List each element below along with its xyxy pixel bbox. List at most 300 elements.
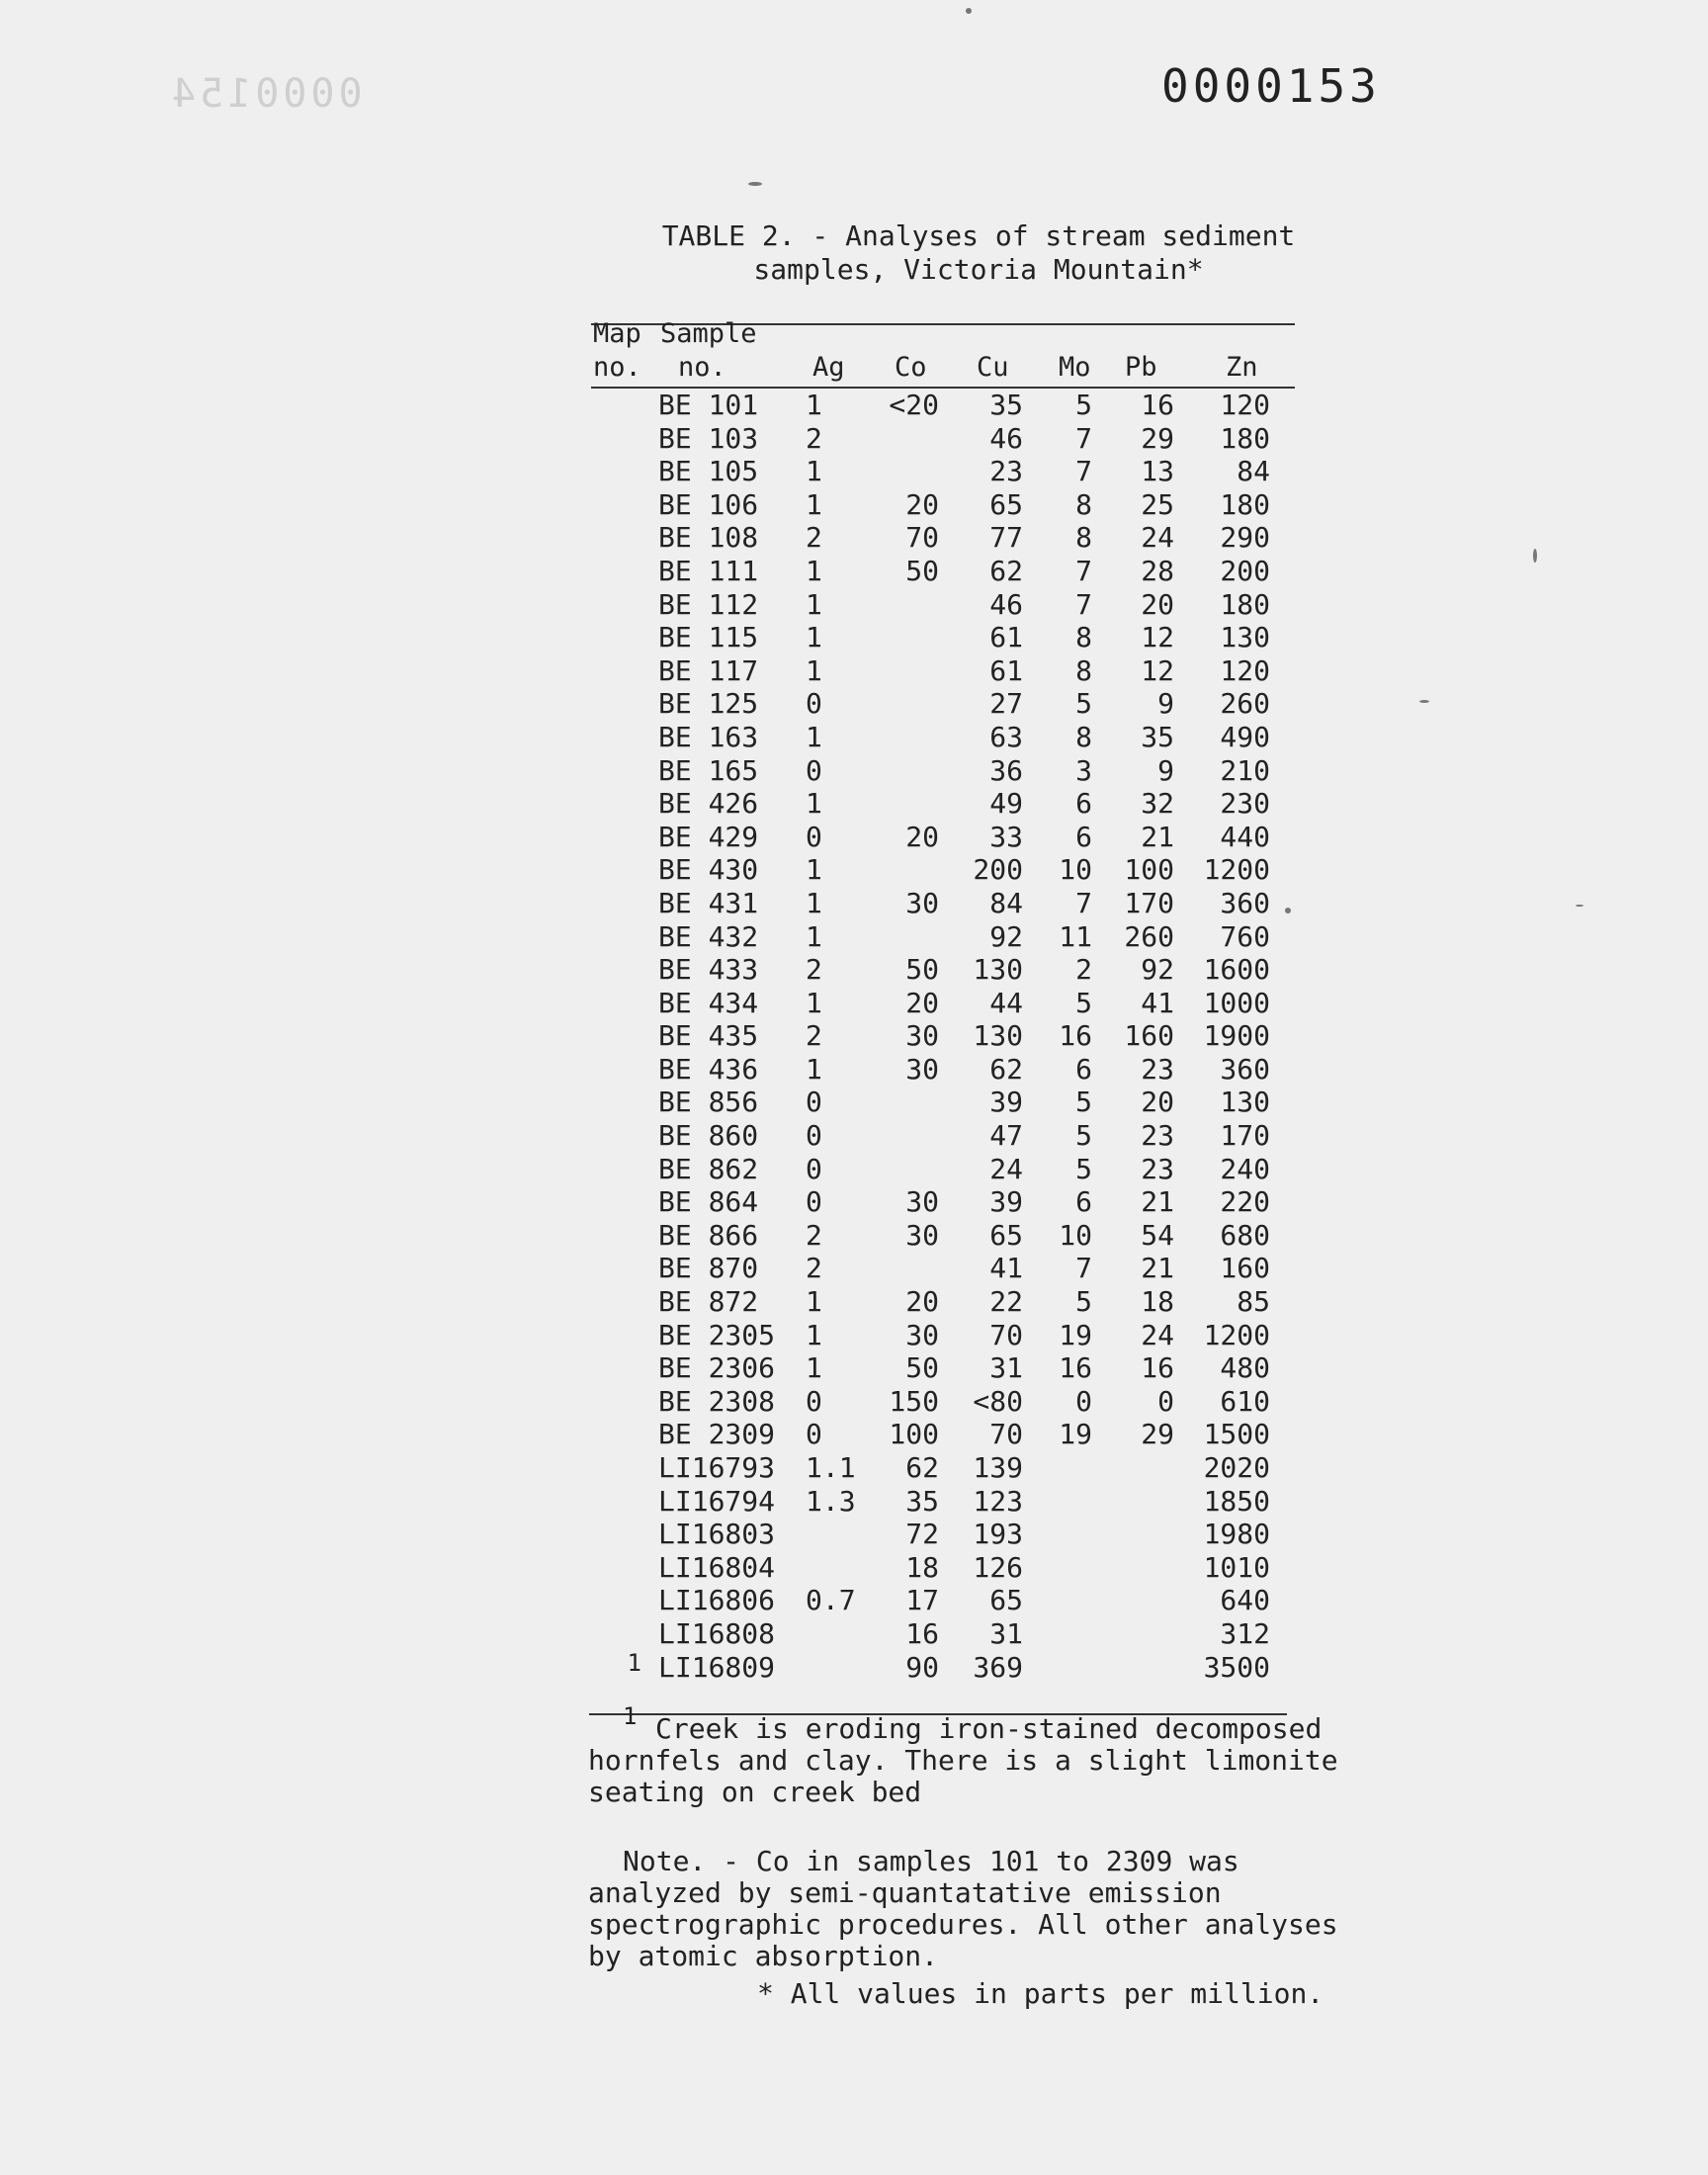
cell-cu: 24 — [989, 1152, 1023, 1185]
table-row — [0, 1617, 1708, 1651]
cell-mo: 5 — [1075, 389, 1092, 421]
cell-sample: BE 117 — [658, 653, 759, 687]
cell-cu: 31 — [989, 1351, 1023, 1385]
cell-cu: 36 — [989, 753, 1023, 787]
units-note: * All values in parts per million. — [757, 1977, 1324, 2010]
cell-zn: 2020 — [1203, 1451, 1270, 1484]
cell-ag: 0 — [806, 1119, 822, 1153]
cell-pb: 23 — [1141, 1052, 1174, 1086]
table-row — [0, 1119, 1708, 1153]
cell-zn: 1900 — [1203, 1019, 1270, 1053]
cell-pb: 23 — [1141, 1119, 1174, 1153]
table-row — [0, 621, 1708, 654]
cell-co: 30 — [905, 1052, 939, 1086]
cell-pb: 21 — [1141, 1185, 1174, 1219]
cell-co: 72 — [905, 1518, 939, 1551]
cell-mo: 7 — [1075, 455, 1092, 488]
cell-sample: BE 862 — [658, 1152, 759, 1185]
cell-co: 30 — [905, 886, 939, 919]
cell-sample: BE 872 — [658, 1285, 759, 1319]
cell-sample: BE 866 — [658, 1218, 759, 1252]
cell-co: 18 — [905, 1550, 939, 1584]
cell-co: 100 — [889, 1418, 939, 1451]
cell-ag: 0 — [806, 1384, 822, 1418]
table-row — [0, 953, 1708, 987]
cell-cu: 193 — [973, 1518, 1023, 1551]
table-row — [0, 1086, 1708, 1119]
cell-zn: 640 — [1220, 1584, 1270, 1617]
cell-cu: 39 — [989, 1185, 1023, 1219]
cell-sample: BE 426 — [658, 787, 759, 821]
cell-zn: 210 — [1220, 753, 1270, 787]
table-row — [0, 1385, 1708, 1419]
cell-pb: 35 — [1141, 720, 1174, 753]
cell-cu: 41 — [989, 1252, 1023, 1285]
table-row — [0, 821, 1708, 854]
cell-mo: 8 — [1075, 720, 1092, 753]
cell-cu: 62 — [989, 1052, 1023, 1086]
cell-co: 17 — [905, 1584, 939, 1617]
cell-ag: 1 — [806, 720, 822, 753]
cell-zn: 240 — [1220, 1152, 1270, 1185]
table-row — [0, 1451, 1708, 1485]
cell-zn: 3500 — [1203, 1650, 1270, 1684]
scan-speck — [966, 8, 972, 14]
cell-sample: BE 429 — [658, 820, 759, 853]
cell-ag: 0 — [806, 820, 822, 853]
cell-co: 62 — [905, 1451, 939, 1484]
cell-cu: 49 — [989, 787, 1023, 821]
cell-zn: 200 — [1220, 554, 1270, 587]
cell-pb: 20 — [1141, 587, 1174, 621]
cell-mo: 7 — [1075, 886, 1092, 919]
table-row — [0, 1053, 1708, 1087]
header-sample-bottom: no. — [678, 352, 726, 383]
cell-ag: 0 — [806, 1086, 822, 1119]
cell-cu: 123 — [973, 1484, 1023, 1518]
cell-sample: LI16808 — [658, 1616, 776, 1650]
table-row — [0, 1252, 1708, 1285]
table-row — [0, 455, 1708, 488]
cell-ag: 0.7 — [806, 1584, 856, 1617]
cell-zn: 220 — [1220, 1185, 1270, 1219]
cell-ag: 1 — [806, 487, 822, 521]
cell-sample: BE 2306 — [658, 1351, 776, 1385]
cell-sample: BE 108 — [658, 521, 759, 555]
cell-mo: 8 — [1075, 487, 1092, 521]
cell-zn: 360 — [1220, 886, 1270, 919]
cell-zn: 1850 — [1203, 1484, 1270, 1518]
table-row — [0, 787, 1708, 821]
cell-co: 35 — [905, 1484, 939, 1518]
scan-speck — [748, 182, 762, 186]
cell-sample: BE 106 — [658, 487, 759, 521]
header-map-bottom: no. — [593, 352, 641, 383]
cell-mo: 3 — [1075, 753, 1092, 787]
cell-ag: 1 — [806, 587, 822, 621]
cell-zn: 130 — [1220, 621, 1270, 654]
cell-zn: 230 — [1220, 787, 1270, 821]
cell-mo: 5 — [1075, 1086, 1092, 1119]
table-title — [554, 219, 1404, 287]
cell-zn: 160 — [1220, 1252, 1270, 1285]
cell-mo: 2 — [1075, 953, 1092, 987]
cell-pb: 12 — [1141, 621, 1174, 654]
ghost-page-number: 0000154 — [168, 71, 363, 117]
cell-sample: LI16806 — [658, 1584, 776, 1617]
footnote-text: Creek is eroding iron-stained decomposed hornfels and clay. There is a slight limonite seating on creek bed — [588, 1712, 1338, 1808]
cell-pb: 0 — [1157, 1384, 1174, 1418]
cell-zn: 170 — [1220, 1119, 1270, 1153]
scan-speck — [1533, 549, 1537, 563]
method-note: Note. - Co in samples 101 to 2309 was analyzed by semi-quantatative emission spectrographic procedures. All other analyses by atomic absorption. — [588, 1845, 1338, 1972]
cell-mo: 5 — [1075, 1152, 1092, 1185]
scan-speck — [1285, 908, 1291, 914]
header-sample-top: Sample — [660, 318, 757, 349]
table-row — [0, 488, 1708, 522]
cell-zn: 1500 — [1203, 1418, 1270, 1451]
cell-sample: BE 860 — [658, 1119, 759, 1153]
table-row — [0, 521, 1708, 555]
cell-zn: 360 — [1220, 1052, 1270, 1086]
cell-pb: 160 — [1124, 1019, 1174, 1053]
cell-zn: 290 — [1220, 521, 1270, 555]
cell-pb: 100 — [1124, 853, 1174, 887]
cell-pb: 21 — [1141, 1252, 1174, 1285]
cell-sample: BE 432 — [658, 919, 759, 953]
cell-mo: 6 — [1075, 1052, 1092, 1086]
cell-zn: 610 — [1220, 1384, 1270, 1418]
cell-cu: 65 — [989, 487, 1023, 521]
cell-mo: 8 — [1075, 653, 1092, 687]
cell-cu: 130 — [973, 953, 1023, 987]
cell-ag: 1 — [806, 919, 822, 953]
cell-sample: BE 434 — [658, 986, 759, 1019]
cell-cu: 47 — [989, 1119, 1023, 1153]
cell-cu: 33 — [989, 820, 1023, 853]
table-row — [0, 654, 1708, 688]
cell-cu: 63 — [989, 720, 1023, 753]
cell-cu: <80 — [973, 1384, 1023, 1418]
cell-cu: 126 — [973, 1550, 1023, 1584]
cell-zn: 490 — [1220, 720, 1270, 753]
cell-ag: 0 — [806, 1185, 822, 1219]
cell-ag: 2 — [806, 1218, 822, 1252]
cell-pb: 24 — [1141, 521, 1174, 555]
cell-pb: 54 — [1141, 1218, 1174, 1252]
cell-cu: 139 — [973, 1451, 1023, 1484]
cell-cu: 61 — [989, 653, 1023, 687]
cell-ag: 1 — [806, 787, 822, 821]
cell-pb: 16 — [1141, 389, 1174, 421]
cell-mo: 19 — [1059, 1418, 1092, 1451]
cell-zn: 680 — [1220, 1218, 1270, 1252]
cell-sample: BE 115 — [658, 621, 759, 654]
cell-zn: 85 — [1237, 1285, 1270, 1319]
footnote-marker: 1 — [623, 1702, 638, 1730]
table-row — [0, 887, 1708, 920]
cell-mo: 11 — [1059, 919, 1092, 953]
cell-sample: BE 433 — [658, 953, 759, 987]
cell-cu: 35 — [989, 389, 1023, 421]
cell-cu: 92 — [989, 919, 1023, 953]
cell-co: 20 — [905, 1285, 939, 1319]
header-cu: Cu — [977, 352, 1009, 383]
cell-ag: 1.3 — [806, 1484, 856, 1518]
cell-zn: 1010 — [1203, 1550, 1270, 1584]
cell-ag: 1 — [806, 455, 822, 488]
cell-sample: BE 864 — [658, 1185, 759, 1219]
cell-cu: 84 — [989, 886, 1023, 919]
cell-sample: LI16794 — [658, 1484, 776, 1518]
cell-pb: 24 — [1141, 1318, 1174, 1351]
cell-co: 20 — [905, 487, 939, 521]
cell-ag: 1 — [806, 1052, 822, 1086]
table-row — [0, 721, 1708, 754]
cell-sample: BE 105 — [658, 455, 759, 488]
cell-zn: 180 — [1220, 421, 1270, 455]
cell-ag: 2 — [806, 1252, 822, 1285]
cell-mo: 19 — [1059, 1318, 1092, 1351]
table-row — [0, 1153, 1708, 1186]
cell-pb: 9 — [1157, 687, 1174, 721]
table-row — [0, 1584, 1708, 1617]
cell-sample: BE 870 — [658, 1252, 759, 1285]
cell-mo: 8 — [1075, 621, 1092, 654]
cell-cu: 369 — [973, 1650, 1023, 1684]
cell-ag: 1 — [806, 621, 822, 654]
cell-zn: 312 — [1220, 1616, 1270, 1650]
cell-ag: 1 — [806, 1285, 822, 1319]
cell-pb: 20 — [1141, 1086, 1174, 1119]
table-row — [0, 1485, 1708, 1519]
table-row — [0, 754, 1708, 788]
table-row — [0, 853, 1708, 887]
cell-pb: 29 — [1141, 421, 1174, 455]
cell-co: 50 — [905, 554, 939, 587]
cell-cu: 27 — [989, 687, 1023, 721]
cell-sample: BE 101 — [658, 389, 759, 421]
table-title-line-1: TABLE 2. - Analyses of stream sediment — [661, 219, 1296, 252]
scan-speck — [1419, 700, 1429, 703]
cell-mo: 8 — [1075, 521, 1092, 555]
cell-cu: 70 — [989, 1418, 1023, 1451]
scan-speck — [1576, 905, 1583, 907]
cell-zn: 1600 — [1203, 953, 1270, 987]
cell-co: 70 — [905, 521, 939, 555]
header-co: Co — [895, 352, 927, 383]
table-row — [0, 1351, 1708, 1385]
cell-sample: BE 2308 — [658, 1384, 776, 1418]
cell-co: 20 — [905, 820, 939, 853]
cell-mo: 10 — [1059, 853, 1092, 887]
cell-cu: 46 — [989, 587, 1023, 621]
cell-mo: 5 — [1075, 1119, 1092, 1153]
table-row — [0, 1648, 1708, 1685]
cell-ag: 1 — [806, 1318, 822, 1351]
table-row — [0, 1019, 1708, 1053]
cell-sample: LI16793 — [658, 1451, 776, 1484]
header-pb: Pb — [1125, 352, 1157, 383]
cell-ag: 2 — [806, 421, 822, 455]
cell-sample: BE 430 — [658, 853, 759, 887]
cell-cu: 39 — [989, 1086, 1023, 1119]
table-row — [0, 1551, 1708, 1585]
cell-pb: 9 — [1157, 753, 1174, 787]
header-mo: Mo — [1059, 352, 1091, 383]
table-row — [0, 1219, 1708, 1253]
cell-co: 20 — [905, 986, 939, 1019]
cell-sample: BE 435 — [658, 1019, 759, 1053]
cell-sample: BE 125 — [658, 687, 759, 721]
table-row — [0, 422, 1708, 456]
cell-mo: 7 — [1075, 421, 1092, 455]
cell-mo: 0 — [1075, 1384, 1092, 1418]
cell-ag: 1 — [806, 853, 822, 887]
header-ag: Ag — [812, 352, 845, 383]
cell-cu: 65 — [989, 1218, 1023, 1252]
cell-pb: 170 — [1124, 886, 1174, 919]
cell-co: 30 — [905, 1218, 939, 1252]
table-row — [0, 920, 1708, 954]
header-zn: Zn — [1226, 352, 1258, 383]
cell-co: 90 — [905, 1650, 939, 1684]
cell-ag: 0 — [806, 687, 822, 721]
table-row — [0, 1185, 1708, 1219]
cell-pb: 13 — [1141, 455, 1174, 488]
cell-zn: 180 — [1220, 487, 1270, 521]
cell-zn: 120 — [1220, 653, 1270, 687]
cell-mo: 5 — [1075, 687, 1092, 721]
cell-pb: 28 — [1141, 554, 1174, 587]
cell-sample: BE 103 — [658, 421, 759, 455]
cell-sample: BE 165 — [658, 753, 759, 787]
cell-ag: 0 — [806, 1418, 822, 1451]
cell-pb: 18 — [1141, 1285, 1174, 1319]
table-row — [0, 1518, 1708, 1551]
cell-co: <20 — [889, 389, 939, 421]
table-row — [0, 687, 1708, 721]
cell-cu: 44 — [989, 986, 1023, 1019]
cell-ag: 0 — [806, 753, 822, 787]
cell-cu: 62 — [989, 554, 1023, 587]
cell-ag: 0 — [806, 1152, 822, 1185]
cell-ag: 2 — [806, 521, 822, 555]
cell-sample: BE 2309 — [658, 1418, 776, 1451]
table-row — [0, 588, 1708, 622]
cell-ag: 2 — [806, 953, 822, 987]
cell-cu: 130 — [973, 1019, 1023, 1053]
cell-zn: 1980 — [1203, 1518, 1270, 1551]
cell-zn: 760 — [1220, 919, 1270, 953]
cell-co: 30 — [905, 1318, 939, 1351]
cell-co: 50 — [905, 1351, 939, 1385]
cell-sample: BE 111 — [658, 554, 759, 587]
cell-co: 16 — [905, 1616, 939, 1650]
cell-map: 1 — [627, 1648, 641, 1677]
cell-sample: BE 2305 — [658, 1318, 776, 1351]
cell-pb: 32 — [1141, 787, 1174, 821]
page-number: 0000153 — [1161, 59, 1381, 113]
cell-cu: 61 — [989, 621, 1023, 654]
cell-mo: 6 — [1075, 820, 1092, 853]
cell-mo: 5 — [1075, 986, 1092, 1019]
cell-co: 30 — [905, 1019, 939, 1053]
cell-ag: 1.1 — [806, 1451, 856, 1484]
cell-co: 50 — [905, 953, 939, 987]
cell-cu: 65 — [989, 1584, 1023, 1617]
cell-ag: 2 — [806, 1019, 822, 1053]
cell-mo: 7 — [1075, 1252, 1092, 1285]
table-body — [0, 389, 1708, 1684]
cell-pb: 29 — [1141, 1418, 1174, 1451]
table-row — [0, 555, 1708, 588]
cell-zn: 130 — [1220, 1086, 1270, 1119]
cell-mo: 7 — [1075, 554, 1092, 587]
cell-zn: 180 — [1220, 587, 1270, 621]
cell-cu: 46 — [989, 421, 1023, 455]
cell-mo: 16 — [1059, 1351, 1092, 1385]
cell-pb: 92 — [1141, 953, 1174, 987]
cell-zn: 84 — [1237, 455, 1270, 488]
cell-co: 150 — [889, 1384, 939, 1418]
cell-mo: 5 — [1075, 1285, 1092, 1319]
cell-cu: 22 — [989, 1285, 1023, 1319]
table-title-line-2: samples, Victoria Mountain* — [753, 253, 1204, 286]
cell-sample: LI16809 — [658, 1650, 776, 1684]
cell-mo: 6 — [1075, 1185, 1092, 1219]
cell-ag: 1 — [806, 986, 822, 1019]
cell-pb: 12 — [1141, 653, 1174, 687]
cell-sample: LI16803 — [658, 1518, 776, 1551]
cell-cu: 23 — [989, 455, 1023, 488]
cell-ag: 1 — [806, 554, 822, 587]
cell-mo: 10 — [1059, 1218, 1092, 1252]
cell-cu: 70 — [989, 1318, 1023, 1351]
table-row — [0, 987, 1708, 1020]
cell-zn: 1200 — [1203, 1318, 1270, 1351]
cell-zn: 120 — [1220, 389, 1270, 421]
cell-sample: LI16804 — [658, 1550, 776, 1584]
cell-mo: 7 — [1075, 587, 1092, 621]
cell-pb: 23 — [1141, 1152, 1174, 1185]
table-row — [0, 1319, 1708, 1352]
cell-pb: 25 — [1141, 487, 1174, 521]
cell-ag: 1 — [806, 1351, 822, 1385]
table-row — [0, 389, 1708, 422]
cell-ag: 1 — [806, 886, 822, 919]
cell-pb: 41 — [1141, 986, 1174, 1019]
table-row — [0, 1285, 1708, 1319]
cell-mo: 6 — [1075, 787, 1092, 821]
cell-pb: 260 — [1124, 919, 1174, 953]
cell-sample: BE 163 — [658, 720, 759, 753]
cell-mo: 16 — [1059, 1019, 1092, 1053]
cell-cu: 200 — [973, 853, 1023, 887]
cell-cu: 31 — [989, 1616, 1023, 1650]
cell-cu: 77 — [989, 521, 1023, 555]
table-row — [0, 1418, 1708, 1451]
cell-zn: 1000 — [1203, 986, 1270, 1019]
cell-ag: 1 — [806, 389, 822, 421]
cell-sample: BE 436 — [658, 1052, 759, 1086]
cell-pb: 21 — [1141, 820, 1174, 853]
cell-sample: BE 856 — [658, 1086, 759, 1119]
cell-sample: BE 431 — [658, 886, 759, 919]
cell-zn: 1200 — [1203, 853, 1270, 887]
cell-zn: 260 — [1220, 687, 1270, 721]
cell-ag: 1 — [806, 653, 822, 687]
